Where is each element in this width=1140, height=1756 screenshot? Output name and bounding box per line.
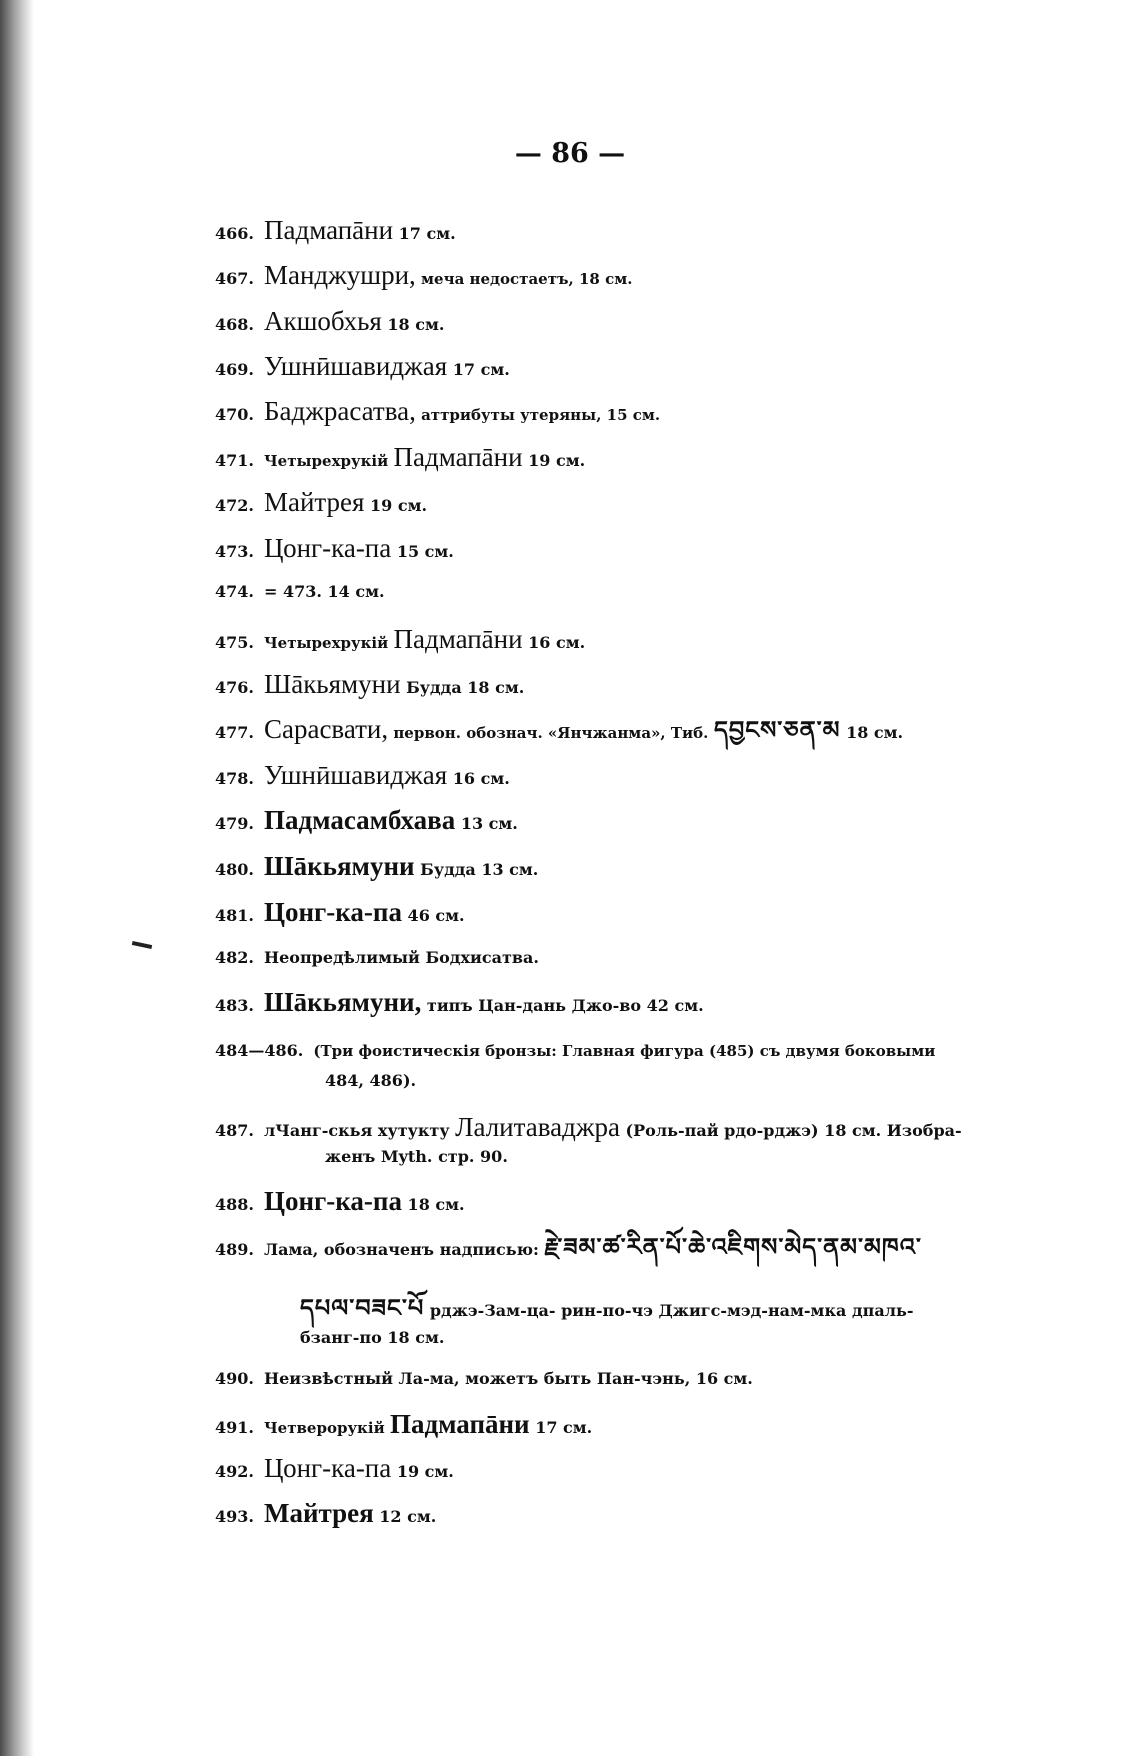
entry-477: 477. Сарасвати, первон. обознач. «Янчжанма», Тиб. དབྱངས་ཅན་མ 18 см. (215, 714, 904, 744)
entry-492: 492. Цонг-ка-па 19 см. (215, 1453, 454, 1483)
entry-name: Падмапāни (393, 624, 523, 654)
entry-name: Падмапāни (389, 1409, 530, 1439)
entry-484-486-continuation: 484, 486). (325, 1071, 417, 1090)
entry-480: 480. Шāкьямуни Будда 13 см. (215, 851, 539, 881)
ink-mark (132, 941, 152, 949)
entry-name: Майтрея (263, 1498, 374, 1528)
entry-476: 476. Шāкьямуни Будда 18 см. (215, 669, 525, 699)
entry-474: 474. = 473. 14 см. (215, 582, 385, 601)
entry-467: 467. Манджушри, меча недостаетъ, 18 см. (215, 260, 633, 290)
entry-name: Шāкьямуни (263, 851, 415, 881)
tibetan-script: དཔལ་བཟང་པོ (300, 1294, 425, 1322)
entry-482: 482. Неопредѣлимый Бодхисатва. (215, 948, 539, 967)
entry-488: 488. Цонг-ка-па 18 см. (215, 1186, 465, 1216)
entry-name: Сарасвати, (263, 714, 389, 744)
entry-489: 489. Лама, обозначенъ надписью: རྗེ་ཟམ་ཚ་རིན་པོ་ཆེ་འཇིགས་མེད་ནམ་མཁའ་ (215, 1233, 922, 1261)
entry-name: Шāкьямуни, (263, 987, 422, 1017)
entry-name: Ушнӣшавиджая (263, 760, 448, 790)
page-number: — 86 — (514, 138, 626, 169)
entry-name: Манджушри, (263, 260, 416, 290)
entry-489-line2: དཔལ་བཟང་པོ рджэ-Зам-ца- рин-по-чэ Джигс-мэд-нам-мка дпаль- (300, 1294, 914, 1322)
entry-489-line3: бзанг-по 18 см. (300, 1328, 445, 1347)
scan-edge-shadow (0, 0, 34, 1756)
entry-name: Ушнӣшавиджая (263, 351, 448, 381)
entry-475: 475. Четырехрукій Падмапāни 16 см. (215, 624, 586, 654)
entry-473: 473. Цонг-ка-па 15 см. (215, 533, 454, 563)
tibetan-script: དབྱངས་ཅན་མ (713, 716, 841, 744)
entry-name: Цонг-ка-па (263, 1453, 392, 1483)
entry-472: 472. Майтрея 19 см. (215, 487, 428, 517)
entry-481: 481. Цонг-ка-па 46 см. (215, 897, 465, 927)
entry-468: 468. Акшобхья 18 см. (215, 306, 445, 336)
entry-483: 483. Шāкьямуни, типъ Цан-дань Джо-во 42 см. (215, 987, 704, 1017)
entry-name: Цонг-ка-па (263, 897, 402, 927)
entry-487-continuation: женъ Myth. стр. 90. (325, 1147, 508, 1166)
entry-name: Падмасамбхава (263, 805, 456, 835)
entry-484-486: 484—486. (Три фоистическія бронзы: Главная фигура (485) съ двумя боковыми (215, 1041, 936, 1060)
entry-491: 491. Четверорукій Падмапāни 17 см. (215, 1409, 593, 1439)
entry-name: Баджрасатва, (263, 396, 416, 426)
entry-470: 470. Баджрасатва, аттрибуты утеряны, 15 см. (215, 396, 661, 426)
entry-469: 469. Ушнӣшавиджая 17 см. (215, 351, 510, 381)
entry-name: Шāкьямуни (263, 669, 401, 699)
entry-478: 478. Ушнӣшавиджая 16 см. (215, 760, 510, 790)
entry-name: Лалитаваджра (455, 1112, 620, 1142)
entry-487: 487. лЧанг-скья хутукту Лалитаваджра (Роль-пай рдо-рджэ) 18 см. Изобра- (215, 1112, 962, 1142)
entry-name: Акшобхья (263, 306, 382, 336)
entry-name: Цонг-ка-па (263, 1186, 402, 1216)
entry-name: Майтрея (263, 487, 365, 517)
entry-name: Падмапāни (393, 442, 523, 472)
entry-name: Падмапāни (263, 215, 394, 245)
entry-name: Цонг-ка-па (263, 533, 392, 563)
entry-493: 493. Майтрея 12 см. (215, 1498, 437, 1528)
entry-466: 466. Падмапāни 17 см. (215, 215, 456, 245)
entry-479: 479. Падмасамбхава 13 см. (215, 805, 518, 835)
entry-471: 471. Четырехрукій Падмапāни 19 см. (215, 442, 586, 472)
entry-490: 490. Неизвѣстный Ла-ма, можетъ быть Пан-чэнь, 16 см. (215, 1369, 753, 1388)
tibetan-script: རྗེ་ཟམ་ཚ་རིན་པོ་ཆེ་འཇིགས་མེད་ནམ་མཁའ་ (544, 1233, 922, 1261)
